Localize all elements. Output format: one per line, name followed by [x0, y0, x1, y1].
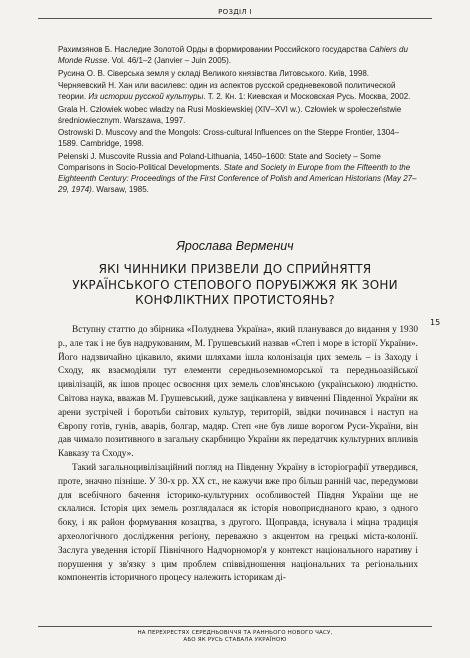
- body-paragraph: Вступну статтю до збірника «Полуднева Україна», який планувався до видання у 1930 р., але так і не був надрукованим, М. Грушевський назвав «Степ і море в історії України». Його надзвичайно цікавило, якими шляхами ішла колонізація цих земель – із Заходу і Сходу, як взаємодіяли тут елементи середньоземноморської та передньоазійської цивілізацій, як ішов процес освоєння цих земель слов'янською (українською) людністю. Світова наука, вважав М. Грушевський, дуже зацікавлена у вивченні Південної України як арени зустрічей і боротьби світових культур, територій, звідки починався і наступ на Європу готів, гунів, аварів, болгар, мадяр. Степ «не був лише ворогом Руси-України, він дав чимало позитивного в загальну скарбницю України як передатчик культурних впливів Кавказу та Сходу».: [58, 325, 418, 460]
- reference-item: Черняевский Н. Хан или василевс: один из аспектов русской средневековой политической теории. Из истории русской культуры. Т. 2. Кн. 1: Киевская и Московская Русь. Москва, 2002.: [58, 81, 411, 101]
- footer-line: НА ПЕРЕХРЕСТЯХ СЕРЕДНЬОВІЧЧЯ ТА РАННЬОГО НОВОГО ЧАСУ,: [137, 630, 333, 636]
- reference-item: Pelenski J. Muscovite Russia and Poland-Lithuania, 1450–1600: State and Society – Some Comparisons in Socio-Political Developments. State and Society in Europe from the Fifteenth to the Eighteenth Century: Proceedings of the First Conference of Polish and American Historians (May 27–29, 1974). Warsaw, 1985.: [58, 151, 417, 194]
- reference-item: Grala H. Człowiek wobec władzy na Rusi Moskiewskiej (XIV–XVI w.). Człowiek w społeczeństwie średniowiecznym. Warszawa, 1997.: [58, 104, 402, 125]
- body-paragraph: Такий загальноцивілізаційний погляд на Південну Україну в історіографії утвердився, проте, значно пізніше. У 30-х рр. ХХ ст., не кажучи вже про більш ранній час, передумови для всебічного бачення історико-культурних особливостей Півдня України ще не склалися. Історія цих земель розглядалася як історія новоприєднаного краю, з одного боку, і як район формування козацтва, з другого. Щоправда, існувала і міцна традиція археологічного дослідження регіону, переважно з акцентом на грецькі міста-колонії. Заслуга уведення історії Північного Надчорномор'я у контекст національного наративу і порушення у зв'язку з цим проблем співвідношення національних та регіональних компонентів історичного процесу належить історикам ді-: [58, 462, 418, 584]
- article-title: ЯКІ ЧИННИКИ ПРИЗВЕЛИ ДО СПРИЙНЯТТЯ УКРАЇНСЬКОГО СТЕПОВОГО ПОРУБІЖЖЯ ЯК ЗОНИ КОНФЛІКТНИХ ПРОТИСТОЯНЬ?: [72, 262, 398, 307]
- article-author: Ярослава Верменич: [176, 239, 294, 253]
- reference-item: Ostrowski D. Muscovy and the Mongols: Cross-cultural Influences on the Steppe Frontier, 1304–1589. Cambridge, 1998.: [58, 128, 400, 148]
- reference-item: Русина О. В. Сіверська земля у складі Великого князівства Литовського. Київ, 1998.: [58, 68, 370, 78]
- footer-line: АБО ЯК РУСЬ СТАВАЛА УКРАЇНОЮ: [183, 637, 287, 643]
- article-body: [58, 324, 418, 586]
- running-footer: [38, 626, 432, 644]
- reference-list: [58, 44, 418, 196]
- reference-item: Рахимзянов Б. Наследие Золотой Орды в формировании Российского государства Cahiers du Monde Russe. Vol. 46/1–2 (Janvier – Juin 2005).: [58, 45, 408, 65]
- running-head: РОЗДІЛ I: [38, 8, 432, 19]
- page-number: 15: [430, 318, 441, 327]
